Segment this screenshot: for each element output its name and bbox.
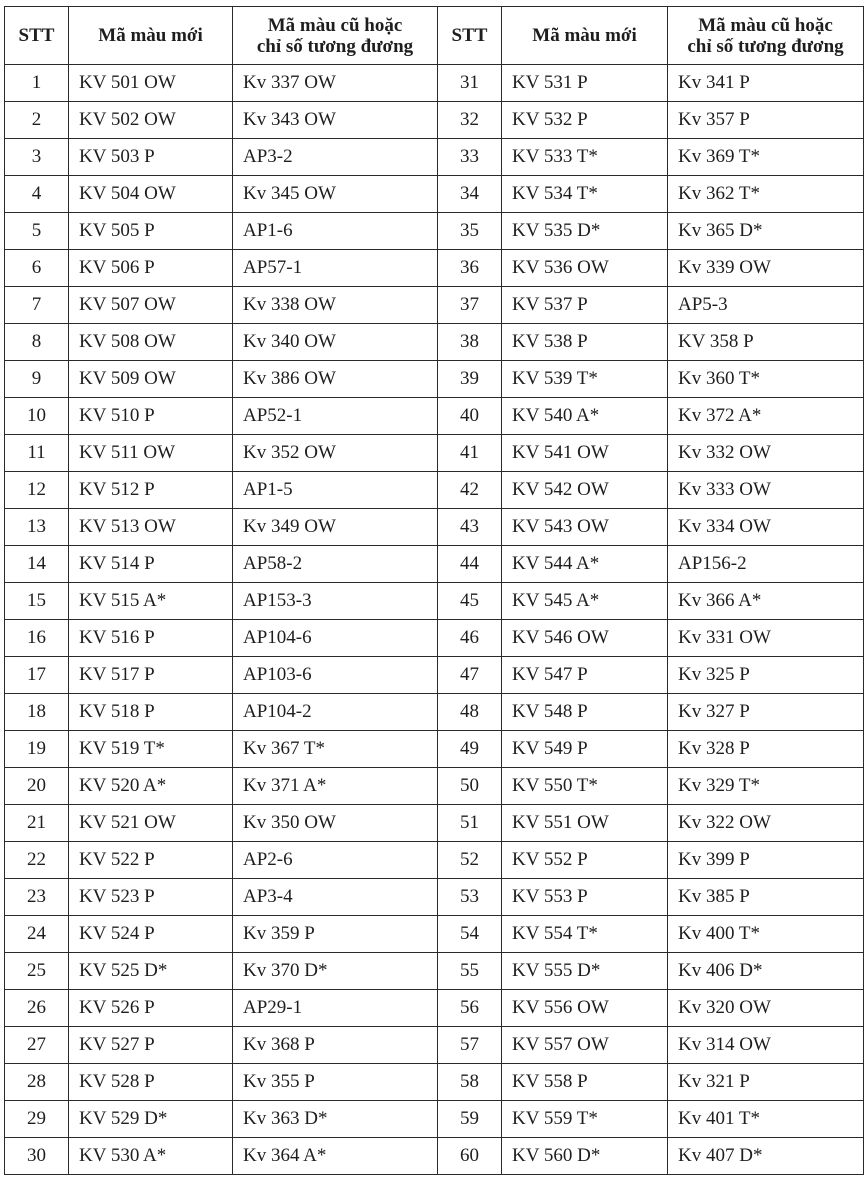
new-code-cell: KV 524 P bbox=[69, 916, 233, 953]
new-code-cell: KV 531 P bbox=[502, 65, 668, 102]
old-code-cell: Kv 352 OW bbox=[233, 435, 438, 472]
old-code-cell: AP103-6 bbox=[233, 657, 438, 694]
old-code-cell: AP104-2 bbox=[233, 694, 438, 731]
stt-cell: 20 bbox=[5, 768, 69, 805]
table-row bbox=[5, 398, 864, 435]
old-code-cell: AP104-6 bbox=[233, 620, 438, 657]
table-row bbox=[5, 1101, 864, 1138]
new-code-cell: KV 523 P bbox=[69, 879, 233, 916]
table-row bbox=[5, 842, 864, 879]
new-code-cell: KV 535 D* bbox=[502, 213, 668, 250]
header-row bbox=[5, 7, 864, 65]
table-row bbox=[5, 139, 864, 176]
old-code-cell: Kv 362 T* bbox=[668, 176, 864, 213]
old-code-cell: Kv 334 OW bbox=[668, 509, 864, 546]
new-code-cell: KV 502 OW bbox=[69, 102, 233, 139]
new-code-cell: KV 511 OW bbox=[69, 435, 233, 472]
old-code-cell: Kv 359 P bbox=[233, 916, 438, 953]
new-code-cell: KV 522 P bbox=[69, 842, 233, 879]
new-code-cell: KV 519 T* bbox=[69, 731, 233, 768]
table-row bbox=[5, 916, 864, 953]
stt-cell: 12 bbox=[5, 472, 69, 509]
stt-cell: 53 bbox=[438, 879, 502, 916]
header-new-code: Mã màu mới bbox=[69, 7, 233, 65]
old-code-cell: Kv 363 D* bbox=[233, 1101, 438, 1138]
new-code-cell: KV 520 A* bbox=[69, 768, 233, 805]
old-code-cell: AP52-1 bbox=[233, 398, 438, 435]
table-row bbox=[5, 694, 864, 731]
new-code-cell: KV 540 A* bbox=[502, 398, 668, 435]
stt-cell: 24 bbox=[5, 916, 69, 953]
stt-cell: 48 bbox=[438, 694, 502, 731]
stt-cell: 19 bbox=[5, 731, 69, 768]
old-code-cell: Kv 340 OW bbox=[233, 324, 438, 361]
stt-cell: 55 bbox=[438, 953, 502, 990]
table-row bbox=[5, 361, 864, 398]
new-code-cell: KV 546 OW bbox=[502, 620, 668, 657]
old-code-cell: Kv 338 OW bbox=[233, 287, 438, 324]
new-code-cell: KV 501 OW bbox=[69, 65, 233, 102]
old-code-cell: Kv 350 OW bbox=[233, 805, 438, 842]
stt-cell: 45 bbox=[438, 583, 502, 620]
new-code-cell: KV 536 OW bbox=[502, 250, 668, 287]
stt-cell: 41 bbox=[438, 435, 502, 472]
header-old-code-2-line2: chỉ số tương đương bbox=[687, 35, 844, 57]
stt-cell: 43 bbox=[438, 509, 502, 546]
table-row bbox=[5, 102, 864, 139]
old-code-cell: Kv 366 A* bbox=[668, 583, 864, 620]
stt-cell: 57 bbox=[438, 1027, 502, 1064]
new-code-cell: KV 534 T* bbox=[502, 176, 668, 213]
old-code-cell: Kv 341 P bbox=[668, 65, 864, 102]
stt-cell: 4 bbox=[5, 176, 69, 213]
table-row bbox=[5, 953, 864, 990]
old-code-cell: Kv 349 OW bbox=[233, 509, 438, 546]
new-code-cell: KV 541 OW bbox=[502, 435, 668, 472]
old-code-cell: AP1-5 bbox=[233, 472, 438, 509]
table-row bbox=[5, 583, 864, 620]
header-stt: STT bbox=[5, 7, 69, 65]
stt-cell: 1 bbox=[5, 65, 69, 102]
stt-cell: 16 bbox=[5, 620, 69, 657]
new-code-cell: KV 548 P bbox=[502, 694, 668, 731]
new-code-cell: KV 543 OW bbox=[502, 509, 668, 546]
old-code-cell: AP3-4 bbox=[233, 879, 438, 916]
new-code-cell: KV 529 D* bbox=[69, 1101, 233, 1138]
new-code-cell: KV 545 A* bbox=[502, 583, 668, 620]
old-code-cell: Kv 357 P bbox=[668, 102, 864, 139]
stt-cell: 40 bbox=[438, 398, 502, 435]
new-code-cell: KV 517 P bbox=[69, 657, 233, 694]
stt-cell: 34 bbox=[438, 176, 502, 213]
stt-cell: 10 bbox=[5, 398, 69, 435]
old-code-cell: AP29-1 bbox=[233, 990, 438, 1027]
stt-cell: 42 bbox=[438, 472, 502, 509]
new-code-cell: KV 521 OW bbox=[69, 805, 233, 842]
old-code-cell: Kv 339 OW bbox=[668, 250, 864, 287]
header-old-code-2-line1: Mã màu cũ hoặc bbox=[698, 14, 833, 36]
table-row bbox=[5, 250, 864, 287]
new-code-cell: KV 558 P bbox=[502, 1064, 668, 1101]
header-old-code bbox=[233, 7, 438, 65]
header-old-code-line2: chỉ số tương đương bbox=[256, 35, 414, 57]
stt-cell: 58 bbox=[438, 1064, 502, 1101]
stt-cell: 38 bbox=[438, 324, 502, 361]
new-code-cell: KV 557 OW bbox=[502, 1027, 668, 1064]
new-code-cell: KV 514 P bbox=[69, 546, 233, 583]
stt-cell: 50 bbox=[438, 768, 502, 805]
new-code-cell: KV 510 P bbox=[69, 398, 233, 435]
table-row bbox=[5, 805, 864, 842]
table-row bbox=[5, 509, 864, 546]
old-code-cell: Kv 333 OW bbox=[668, 472, 864, 509]
table-row bbox=[5, 213, 864, 250]
old-code-cell: Kv 385 P bbox=[668, 879, 864, 916]
old-code-cell: Kv 337 OW bbox=[233, 65, 438, 102]
old-code-cell: Kv 343 OW bbox=[233, 102, 438, 139]
stt-cell: 32 bbox=[438, 102, 502, 139]
new-code-cell: KV 559 T* bbox=[502, 1101, 668, 1138]
stt-cell: 44 bbox=[438, 546, 502, 583]
header-old-code-line1: Mã màu cũ hoặc bbox=[267, 14, 403, 36]
new-code-cell: KV 518 P bbox=[69, 694, 233, 731]
table-row bbox=[5, 546, 864, 583]
new-code-cell: KV 513 OW bbox=[69, 509, 233, 546]
new-code-cell: KV 547 P bbox=[502, 657, 668, 694]
old-code-cell: Kv 368 P bbox=[233, 1027, 438, 1064]
stt-cell: 51 bbox=[438, 805, 502, 842]
stt-cell: 14 bbox=[5, 546, 69, 583]
new-code-cell: KV 539 T* bbox=[502, 361, 668, 398]
stt-cell: 15 bbox=[5, 583, 69, 620]
old-code-cell: Kv 325 P bbox=[668, 657, 864, 694]
header-new-code-2: Mã màu mới bbox=[502, 7, 668, 65]
stt-cell: 26 bbox=[5, 990, 69, 1027]
table-row bbox=[5, 768, 864, 805]
stt-cell: 56 bbox=[438, 990, 502, 1027]
old-code-cell: Kv 332 OW bbox=[668, 435, 864, 472]
old-code-cell: AP1-6 bbox=[233, 213, 438, 250]
stt-cell: 28 bbox=[5, 1064, 69, 1101]
new-code-cell: KV 503 P bbox=[69, 139, 233, 176]
new-code-cell: KV 527 P bbox=[69, 1027, 233, 1064]
new-code-cell: KV 552 P bbox=[502, 842, 668, 879]
old-code-cell: Kv 329 T* bbox=[668, 768, 864, 805]
new-code-cell: KV 515 A* bbox=[69, 583, 233, 620]
stt-cell: 54 bbox=[438, 916, 502, 953]
new-code-cell: KV 549 P bbox=[502, 731, 668, 768]
table-row bbox=[5, 990, 864, 1027]
old-code-cell: Kv 386 OW bbox=[233, 361, 438, 398]
stt-cell: 25 bbox=[5, 953, 69, 990]
old-code-cell: Kv 320 OW bbox=[668, 990, 864, 1027]
new-code-cell: KV 525 D* bbox=[69, 953, 233, 990]
old-code-cell: Kv 365 D* bbox=[668, 213, 864, 250]
old-code-cell: Kv 407 D* bbox=[668, 1138, 864, 1175]
header-stt-2: STT bbox=[438, 7, 502, 65]
stt-cell: 39 bbox=[438, 361, 502, 398]
new-code-cell: KV 554 T* bbox=[502, 916, 668, 953]
stt-cell: 37 bbox=[438, 287, 502, 324]
new-code-cell: KV 544 A* bbox=[502, 546, 668, 583]
stt-cell: 18 bbox=[5, 694, 69, 731]
table-row bbox=[5, 1027, 864, 1064]
new-code-cell: KV 516 P bbox=[69, 620, 233, 657]
new-code-cell: KV 526 P bbox=[69, 990, 233, 1027]
old-code-cell: Kv 400 T* bbox=[668, 916, 864, 953]
stt-cell: 60 bbox=[438, 1138, 502, 1175]
stt-cell: 8 bbox=[5, 324, 69, 361]
old-code-cell: Kv 314 OW bbox=[668, 1027, 864, 1064]
table-row bbox=[5, 472, 864, 509]
table-row bbox=[5, 287, 864, 324]
old-code-cell: Kv 327 P bbox=[668, 694, 864, 731]
new-code-cell: KV 506 P bbox=[69, 250, 233, 287]
stt-cell: 59 bbox=[438, 1101, 502, 1138]
old-code-cell: AP58-2 bbox=[233, 546, 438, 583]
new-code-cell: KV 508 OW bbox=[69, 324, 233, 361]
table-row bbox=[5, 731, 864, 768]
new-code-cell: KV 560 D* bbox=[502, 1138, 668, 1175]
stt-cell: 6 bbox=[5, 250, 69, 287]
stt-cell: 36 bbox=[438, 250, 502, 287]
new-code-cell: KV 532 P bbox=[502, 102, 668, 139]
new-code-cell: KV 538 P bbox=[502, 324, 668, 361]
stt-cell: 52 bbox=[438, 842, 502, 879]
old-code-cell: Kv 367 T* bbox=[233, 731, 438, 768]
old-code-cell: Kv 322 OW bbox=[668, 805, 864, 842]
old-code-cell: AP156-2 bbox=[668, 546, 864, 583]
new-code-cell: KV 553 P bbox=[502, 879, 668, 916]
old-code-cell: Kv 328 P bbox=[668, 731, 864, 768]
stt-cell: 33 bbox=[438, 139, 502, 176]
new-code-cell: KV 530 A* bbox=[69, 1138, 233, 1175]
stt-cell: 30 bbox=[5, 1138, 69, 1175]
table-row bbox=[5, 620, 864, 657]
old-code-cell: Kv 355 P bbox=[233, 1064, 438, 1101]
new-code-cell: KV 507 OW bbox=[69, 287, 233, 324]
table-row bbox=[5, 324, 864, 361]
stt-cell: 27 bbox=[5, 1027, 69, 1064]
stt-cell: 49 bbox=[438, 731, 502, 768]
new-code-cell: KV 528 P bbox=[69, 1064, 233, 1101]
old-code-cell: Kv 360 T* bbox=[668, 361, 864, 398]
new-code-cell: KV 533 T* bbox=[502, 139, 668, 176]
stt-cell: 35 bbox=[438, 213, 502, 250]
new-code-cell: KV 551 OW bbox=[502, 805, 668, 842]
table-row bbox=[5, 1138, 864, 1175]
table-row bbox=[5, 435, 864, 472]
old-code-cell: Kv 370 D* bbox=[233, 953, 438, 990]
stt-cell: 22 bbox=[5, 842, 69, 879]
old-code-cell: Kv 345 OW bbox=[233, 176, 438, 213]
stt-cell: 5 bbox=[5, 213, 69, 250]
stt-cell: 29 bbox=[5, 1101, 69, 1138]
new-code-cell: KV 509 OW bbox=[69, 361, 233, 398]
stt-cell: 31 bbox=[438, 65, 502, 102]
old-code-cell: AP153-3 bbox=[233, 583, 438, 620]
old-code-cell: Kv 372 A* bbox=[668, 398, 864, 435]
old-code-cell: Kv 399 P bbox=[668, 842, 864, 879]
table-row bbox=[5, 176, 864, 213]
stt-cell: 7 bbox=[5, 287, 69, 324]
stt-cell: 23 bbox=[5, 879, 69, 916]
new-code-cell: KV 512 P bbox=[69, 472, 233, 509]
header-old-code-2 bbox=[668, 7, 864, 65]
table-row bbox=[5, 657, 864, 694]
new-code-cell: KV 505 P bbox=[69, 213, 233, 250]
stt-cell: 11 bbox=[5, 435, 69, 472]
table-row bbox=[5, 1064, 864, 1101]
stt-cell: 13 bbox=[5, 509, 69, 546]
old-code-cell: Kv 321 P bbox=[668, 1064, 864, 1101]
color-code-table bbox=[4, 6, 864, 1175]
old-code-cell: Kv 331 OW bbox=[668, 620, 864, 657]
old-code-cell: AP3-2 bbox=[233, 139, 438, 176]
stt-cell: 9 bbox=[5, 361, 69, 398]
old-code-cell: Kv 406 D* bbox=[668, 953, 864, 990]
new-code-cell: KV 550 T* bbox=[502, 768, 668, 805]
stt-cell: 46 bbox=[438, 620, 502, 657]
stt-cell: 3 bbox=[5, 139, 69, 176]
new-code-cell: KV 555 D* bbox=[502, 953, 668, 990]
new-code-cell: KV 556 OW bbox=[502, 990, 668, 1027]
old-code-cell: Kv 369 T* bbox=[668, 139, 864, 176]
stt-cell: 2 bbox=[5, 102, 69, 139]
stt-cell: 21 bbox=[5, 805, 69, 842]
table-row bbox=[5, 879, 864, 916]
stt-cell: 47 bbox=[438, 657, 502, 694]
old-code-cell: AP57-1 bbox=[233, 250, 438, 287]
table-row bbox=[5, 65, 864, 102]
old-code-cell: KV 358 P bbox=[668, 324, 864, 361]
old-code-cell: Kv 371 A* bbox=[233, 768, 438, 805]
table-header bbox=[5, 7, 864, 65]
old-code-cell: AP5-3 bbox=[668, 287, 864, 324]
new-code-cell: KV 504 OW bbox=[69, 176, 233, 213]
new-code-cell: KV 542 OW bbox=[502, 472, 668, 509]
stt-cell: 17 bbox=[5, 657, 69, 694]
old-code-cell: Kv 364 A* bbox=[233, 1138, 438, 1175]
new-code-cell: KV 537 P bbox=[502, 287, 668, 324]
table-body bbox=[5, 65, 864, 1175]
old-code-cell: AP2-6 bbox=[233, 842, 438, 879]
old-code-cell: Kv 401 T* bbox=[668, 1101, 864, 1138]
